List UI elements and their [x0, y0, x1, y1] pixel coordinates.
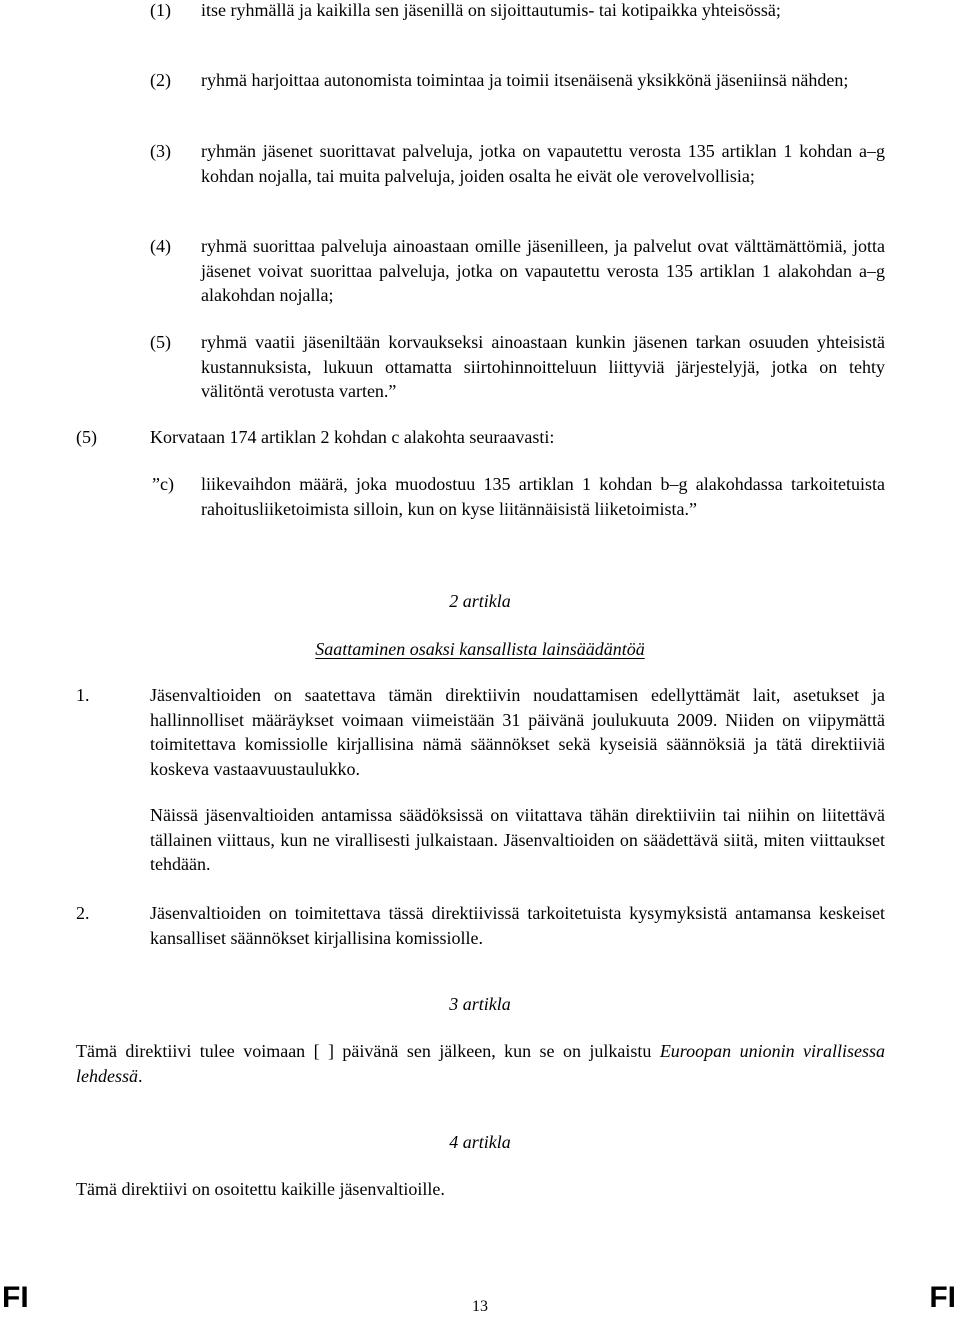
page-number: 13 — [472, 1298, 488, 1315]
item-number: (4) — [150, 236, 171, 256]
article-3-heading: 3 artikla — [449, 994, 511, 1014]
item-number: (3) — [150, 141, 171, 161]
item-number: (5) — [150, 332, 171, 352]
item-text: ryhmä harjoittaa autonomista toimintaa ja toimii itsenäisenä yksikkönä jäseniinsä nähden; — [201, 70, 849, 90]
article-2-paragraph-1-subparagraph: Näissä jäsenvaltioiden antamissa säädöksissä on viitattava tähän direktiiviin tai niihin on liitettävä tällainen viittaus, kun ne virallisesti julkaistaan. Jäsenvaltioiden on säädettävä siitä, miten viittaukset tehdään. — [150, 805, 885, 874]
article-3-journal-name: Euroopan unionin virallisessa lehdessä — [76, 1041, 885, 1086]
article-4-text: Tämä direktiivi on osoitettu kaikille jäsenvaltioille. — [76, 1179, 445, 1199]
footer-language-code-left: FI — [2, 1281, 29, 1314]
footer-language-code-right: FI — [929, 1281, 956, 1314]
paragraph-text: Jäsenvaltioiden on saatettava tämän direktiivin noudattamisen edellyttämät lait, asetukset ja hallinnolliset määräykset voimaan viimeistään 31 päivänä joulukuuta 2009. Niiden on viipymättä toimitettava komissiolle kirjallisina nämä säännökset sekä kyseisiä säännöksiä ja tätä direktiiviä koskeva vastaavuustaulukko. — [150, 685, 885, 779]
sub-point-number: ”c) — [152, 474, 174, 494]
point-text: Korvataan 174 artiklan 2 kohdan c alakohta seuraavasti: — [150, 427, 555, 447]
article-2-heading: 2 artikla — [449, 591, 511, 611]
sub-point-text: liikevaihdon määrä, joka muodostuu 135 artiklan 1 kohdan b–g alakohdassa tarkoitetuista rahoitusliiketoimista silloin, kun on kyse liitännäisistä liiketoimista.” — [201, 474, 885, 519]
article-3-text-end: . — [138, 1065, 143, 1086]
article-3-text-main: Tämä direktiivi tulee voimaan [ ] päivänä sen jälkeen, kun se on julkaistu — [76, 1041, 660, 1061]
paragraph-number: 2. — [76, 903, 90, 923]
item-text: ryhmä suorittaa palveluja ainoastaan omille jäsenilleen, ja palvelut ovat välttämättömiä, jotta jäsenet voivat suorittaa palveluja, jotka on vapautettu verosta 135 artiklan 1 alakohdan a–g alakohdan nojalla; — [201, 236, 885, 305]
item-text: ryhmä vaatii jäseniltään korvaukseksi ainoastaan kunkin jäsenen tarkan osuuden yhteisistä kustannuksista, lukuun ottamatta siirtohinnoitteluun liittyviä järjestelyjä, jotka on tehty välitöntä verotusta varten.” — [201, 332, 885, 401]
item-text: itse ryhmällä ja kaikilla sen jäsenillä on sijoittautumis- tai kotipaikka yhteisössä; — [201, 0, 781, 20]
paragraph-text: Jäsenvaltioiden on toimitettava tässä direktiivissä tarkoitetuista kysymyksistä antamansa keskeiset kansalliset säännökset kirjallisina komissiolle. — [150, 903, 885, 948]
article-3-text — [76, 1039, 885, 1088]
article-2-title — [0, 637, 960, 662]
article-4-heading: 4 artikla — [449, 1132, 511, 1152]
item-number: (2) — [150, 70, 171, 90]
paragraph-number: 1. — [76, 685, 90, 705]
item-number: (1) — [150, 0, 171, 20]
item-text: ryhmän jäsenet suorittavat palveluja, jotka on vapautettu verosta 135 artiklan 1 kohdan a–g kohdan nojalla, tai muita palveluja, joiden osalta he eivät ole verovelvollisia; — [201, 141, 885, 186]
article-2-title-text: Saattaminen osaksi kansallista lainsäädäntöä — [315, 639, 645, 659]
point-number: (5) — [76, 427, 97, 447]
